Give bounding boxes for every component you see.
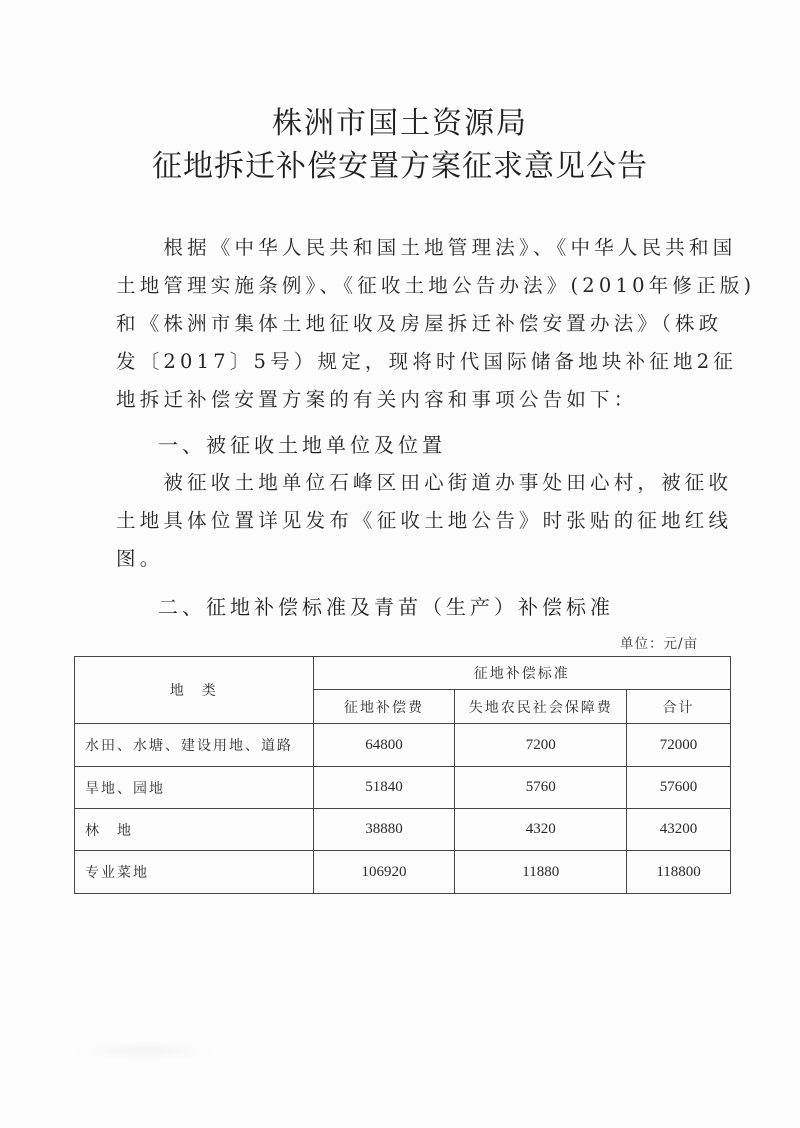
unit-label: 单位：元/亩 bbox=[620, 636, 699, 652]
value-cell: 11880 bbox=[455, 851, 627, 894]
land-type-cell: 旱地、园地 bbox=[75, 767, 314, 809]
value-cell: 57600 bbox=[627, 767, 731, 809]
land-type-cell: 林 地 bbox=[75, 809, 314, 851]
value-cell: 5760 bbox=[455, 767, 627, 809]
intro-line: 根据《中华人民共和国土地管理法》、《中华人民共和国 bbox=[116, 236, 737, 259]
value-cell: 72000 bbox=[627, 724, 731, 767]
header-social-security-fee: 失地农民社会保障费 bbox=[455, 690, 627, 724]
section2-heading: 二、征地补偿标准及青苗（生产）补偿标准 bbox=[158, 595, 614, 619]
value-cell: 38880 bbox=[313, 809, 455, 851]
value-cell: 106920 bbox=[313, 851, 455, 894]
intro-paragraph bbox=[116, 229, 756, 419]
title-notice: 征地拆迁补偿安置方案征求意见公告 bbox=[152, 149, 648, 184]
value-cell: 118800 bbox=[627, 851, 731, 894]
table-header-row bbox=[75, 657, 731, 690]
header-land-compensation-fee: 征地补偿费 bbox=[313, 690, 455, 724]
land-type-cell: 专业菜地 bbox=[75, 851, 314, 894]
section1-heading: 一、被征收土地单位及位置 bbox=[158, 433, 446, 457]
table-row bbox=[75, 851, 731, 894]
section1-paragraph bbox=[116, 464, 733, 578]
scan-bleed-through bbox=[70, 1040, 220, 1062]
table-row bbox=[75, 767, 731, 809]
table-row bbox=[75, 724, 731, 767]
intro-line: 发〔2017〕5号）规定，现将时代国际储备地块补征地2征 bbox=[116, 350, 738, 373]
value-cell: 4320 bbox=[455, 809, 627, 851]
header-compensation-standard: 征地补偿标准 bbox=[313, 657, 730, 690]
value-cell: 51840 bbox=[313, 767, 455, 809]
table-row bbox=[75, 809, 731, 851]
land-type-cell: 水田、水塘、建设用地、道路 bbox=[75, 724, 314, 767]
value-cell: 64800 bbox=[313, 724, 455, 767]
intro-line: 地拆迁补偿安置方案的有关内容和事项公告如下： bbox=[116, 388, 638, 411]
intro-line: 土地管理实施条例》、《征收土地公告办法》(2010年修正版) bbox=[116, 274, 756, 297]
section1-line: 被征收土地单位石峰区田心街道办事处田心村，被征收 bbox=[116, 471, 733, 494]
section1-line: 图。 bbox=[116, 547, 164, 570]
value-cell: 7200 bbox=[455, 724, 627, 767]
section1-line: 土地具体位置详见发布《征收土地公告》时张贴的征地红线 bbox=[116, 509, 733, 532]
header-total: 合计 bbox=[627, 690, 731, 724]
compensation-table bbox=[74, 656, 731, 894]
intro-line: 和《株洲市集体土地征收及房屋拆迁补偿安置办法》（株政 bbox=[116, 312, 723, 335]
header-land-type: 地 类 bbox=[75, 657, 314, 724]
value-cell: 43200 bbox=[627, 809, 731, 851]
title-issuer: 株洲市国土资源局 bbox=[272, 106, 528, 141]
